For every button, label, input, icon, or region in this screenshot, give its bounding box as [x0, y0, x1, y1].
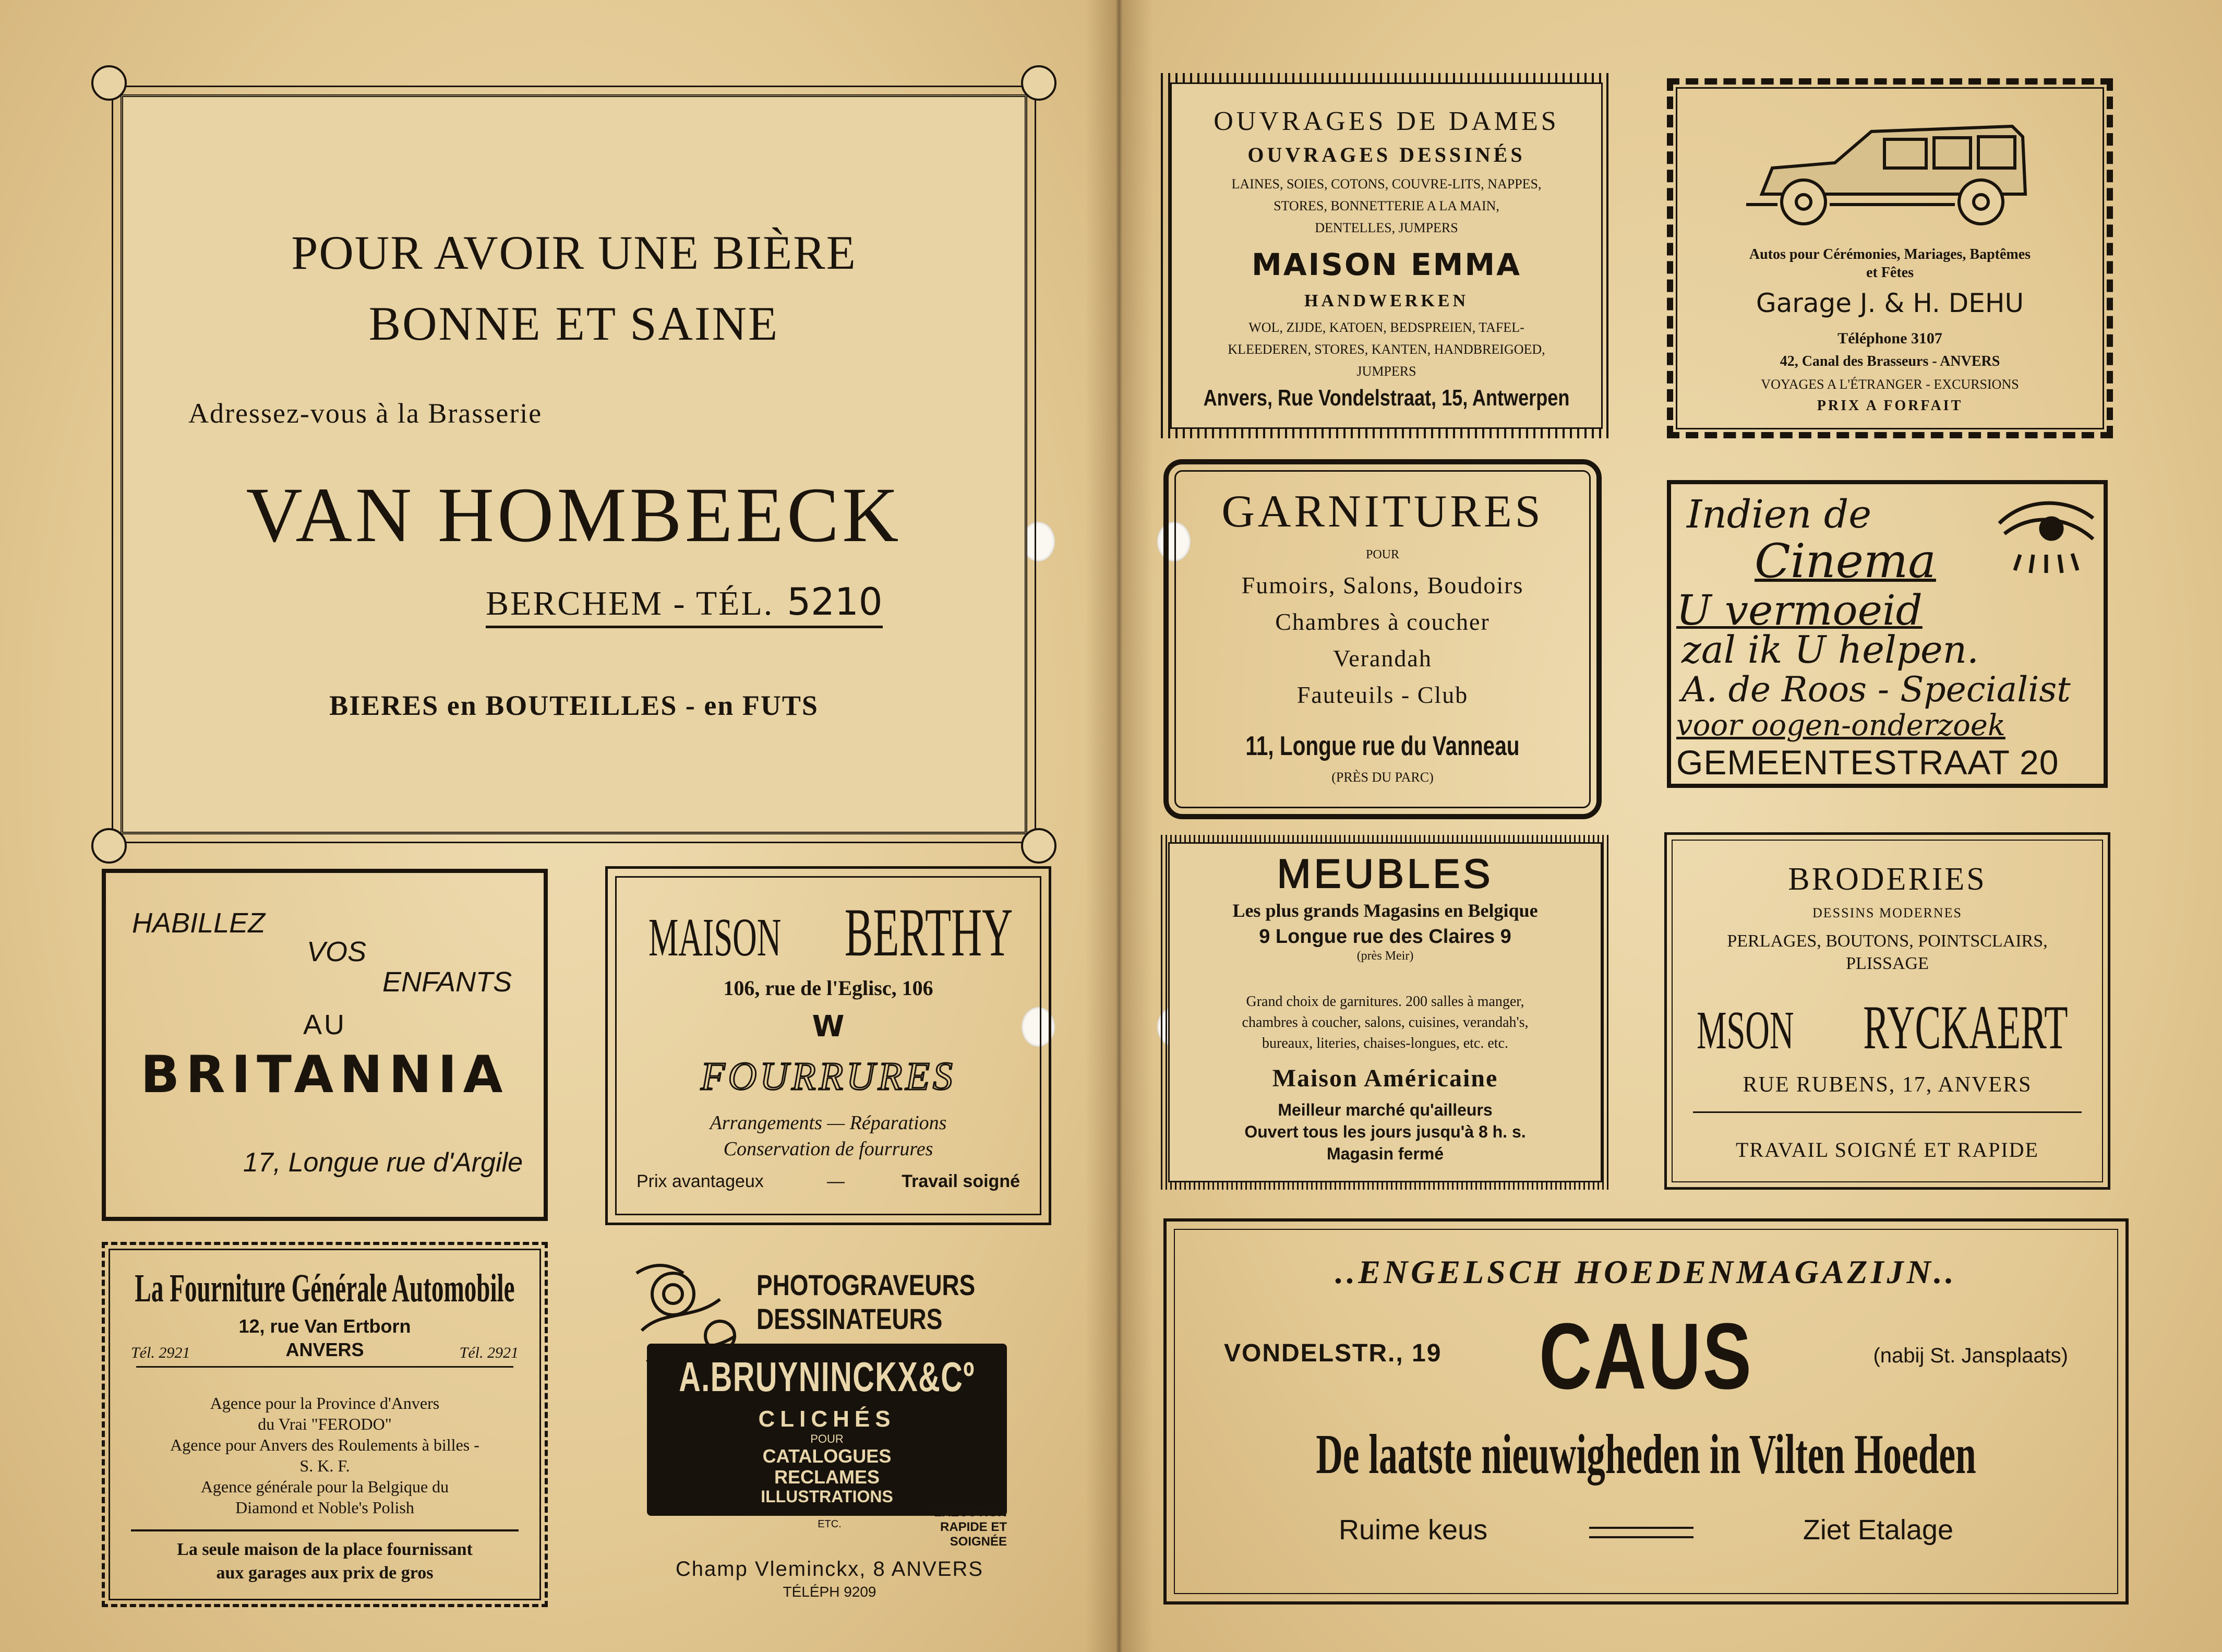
text-line: Arrangements — Réparations: [710, 1112, 947, 1134]
divider: [1589, 1527, 1693, 1538]
headline: PHOTOGRAVEURS: [756, 1268, 976, 1301]
note-left: Prix avantageux: [636, 1171, 764, 1191]
text-line: Agence pour la Province d'Anvers: [210, 1394, 440, 1412]
text-line: CLICHÉS: [758, 1406, 896, 1432]
text-line: PLISSAGE: [1846, 954, 1929, 973]
ad-maison-berthy: [605, 866, 1051, 1225]
address: 106, rue de l'Eglisc, 106: [723, 976, 933, 1000]
ad-garage-dehu: [1667, 78, 2113, 438]
brand-prefix: MAISON: [648, 907, 782, 967]
ad-meubles: [1161, 835, 1610, 1190]
phone-left: Tél. 2921: [131, 1344, 190, 1361]
footer-left: Ruime keus: [1339, 1514, 1488, 1546]
text-line: zal ik U helpen.: [1681, 628, 1979, 672]
location: BERCHEM - TÉL.: [486, 584, 774, 623]
phone-number: 5210: [787, 580, 883, 624]
car-icon: [1741, 105, 2054, 231]
headline: BONNE ET SAINE: [368, 297, 779, 350]
brand-name: Maison Américaine: [1272, 1064, 1498, 1092]
ad-fourniture-automobile: [102, 1242, 548, 1607]
text-line: HABILLEZ: [132, 907, 266, 939]
text-line: LAINES, SOIES, COTONS, COUVRE-LITS, NAPPES,: [1231, 176, 1542, 191]
brand-name: La Fourniture Générale Automobile: [135, 1266, 515, 1310]
text-line: du Vrai "FERODO": [258, 1415, 392, 1433]
page-gutter: [1085, 0, 1153, 1652]
text-line: Verandah: [1333, 645, 1432, 672]
headline: FOURRURES: [701, 1055, 956, 1098]
footer-line: aux garages aux prix de gros: [216, 1563, 434, 1583]
text-line: voor oogen-onderzoek: [1676, 709, 2005, 743]
headline: Indien de: [1687, 492, 1872, 537]
address: VONDELSTR., 19: [1224, 1339, 1442, 1367]
text-line: Agence pour Anvers des Roulements à billes -: [170, 1435, 479, 1454]
brand-name: RYCKAERT: [1863, 992, 2068, 1062]
text-line: WOL, ZIJDE, KATOEN, BEDSPREIEN, TAFEL-: [1248, 320, 1524, 335]
divider: —: [827, 1171, 845, 1191]
text-line: Grand choix de garnitures. 200 salles à manger,: [1246, 993, 1524, 1010]
address: Anvers, Rue Vondelstraat, 15, Antwerpen: [1203, 385, 1570, 411]
text-line: et Fêtes: [1866, 265, 1914, 281]
brand-name: BERTHY: [845, 894, 1013, 971]
address: 9 Longue rue des Claires 9: [1259, 926, 1511, 948]
headline: ..ENGELSCH HOEDENMAGAZIJN..: [1335, 1253, 1957, 1290]
brand-name: VAN HOMBEECK: [246, 472, 902, 558]
text-line: POUR: [1365, 548, 1400, 561]
text-line: VOS: [307, 936, 367, 967]
products: BIERES en BOUTEILLES - en FUTS: [329, 690, 819, 721]
phone-right: Tél. 2921: [459, 1344, 519, 1361]
text-line: Fauteuils - Club: [1296, 681, 1469, 708]
dark-panel: [647, 1344, 1007, 1516]
ornament-icon: [1021, 65, 1056, 101]
side-note: RAPIDE ET: [940, 1520, 1007, 1534]
text-line: Chambres à coucher: [1275, 608, 1490, 635]
footer-right: Ziet Etalage: [1803, 1514, 1953, 1546]
brand-name: A.BRUYNINCKX&Cº: [679, 1354, 975, 1400]
ad-garnitures: [1163, 459, 1602, 819]
text-line: Magasin fermé: [1326, 1144, 1444, 1163]
city: ANVERS: [285, 1339, 364, 1360]
eye-icon: [1994, 487, 2098, 586]
ornament-icon: [91, 828, 127, 864]
text-line: STORES, BONNETTERIE A LA MAIN,: [1274, 198, 1499, 213]
divider: [136, 1366, 513, 1368]
headline: BRODERIES: [1788, 861, 1987, 897]
text-line: DENTELLES, JUMPERS: [1315, 220, 1458, 235]
brand-name: A. de Roos - Specialist: [1681, 669, 2071, 710]
ad-bruyninckx: [631, 1258, 1028, 1607]
phone-number: TÉLÉPH 9209: [783, 1584, 876, 1600]
ad-caus: [1163, 1218, 2129, 1605]
text-line: ETC.: [818, 1518, 842, 1530]
ad-maison-emma: [1161, 73, 1612, 438]
emblem-icon: W: [812, 1010, 845, 1044]
brand-name: BRITANNIA: [140, 1045, 509, 1105]
brand-prefix: MSON: [1697, 1000, 1794, 1060]
headline: Cinema: [1755, 534, 1936, 589]
text-line: bureaux, literies, chaises-longues, etc. etc.: [1262, 1035, 1508, 1051]
brand-line: [608, 892, 1049, 972]
address: 17, Longue rue d'Argile: [243, 1147, 523, 1178]
subheadline: OUVRAGES DESSINÉS: [1247, 143, 1526, 166]
footer-line: TRAVAIL SOIGNÉ ET RAPIDE: [1736, 1138, 2039, 1162]
ornament-icon: [1021, 828, 1056, 864]
headline: POUR AVOIR UNE BIÈRE: [291, 226, 857, 279]
note-right: Travail soigné: [902, 1171, 1020, 1191]
text-line: Autos pour Cérémonies, Mariages, Baptêmes: [1749, 246, 2031, 262]
text-line: (PRÈS DU PARC): [1331, 770, 1434, 785]
text-line: PERLAGES, BOUTONS, POINTSCLAIRS,: [1727, 931, 2048, 951]
text-line: PRIX A FORFAIT: [1817, 398, 1963, 414]
text-line: CATALOGUES: [762, 1445, 892, 1467]
text-line: VOYAGES A L'ÉTRANGER - EXCURSIONS: [1761, 377, 2019, 392]
headline: DESSINATEURS: [756, 1302, 943, 1335]
address: RUE RUBENS, 17, ANVERS: [1743, 1073, 2032, 1097]
headline: GARNITURES: [1221, 486, 1544, 537]
ad-de-roos: [1667, 480, 2108, 788]
text-line: Agence générale pour la Belgique du: [200, 1477, 449, 1496]
address: GEMEENTESTRAAT 20: [1676, 743, 2059, 782]
text-line: Meilleur marché qu'ailleurs: [1278, 1100, 1493, 1119]
text-line: POUR: [810, 1432, 844, 1445]
side-note: EXÉCUTION: [933, 1505, 1007, 1519]
address: 42, Canal des Brasseurs - ANVERS: [1780, 353, 2000, 369]
text-line: (nabij St. Jansplaats): [1873, 1344, 2068, 1367]
ad-britannia: [102, 869, 548, 1221]
subheadline: HANDWERKEN: [1304, 291, 1469, 310]
text-line: S. K. F.: [299, 1456, 350, 1475]
text-line: AU: [303, 1009, 346, 1040]
ad-ryckaert: [1664, 832, 2110, 1190]
ornament-icon: [91, 65, 127, 101]
text-line: DESSINS MODERNES: [1812, 905, 1962, 920]
subheadline: Adressez-vous à la Brasserie: [188, 398, 543, 429]
side-note: SOIGNÉE: [950, 1535, 1007, 1549]
text-line: ENFANTS: [382, 966, 512, 998]
text-line: (près Meir): [1356, 949, 1414, 963]
text-line: Diamond et Noble's Polish: [235, 1498, 414, 1517]
brand-name: MAISON EMMA: [1252, 247, 1521, 282]
text-line: JUMPERS: [1356, 364, 1416, 379]
brand-name: CAUS: [1539, 1304, 1753, 1409]
headline: OUVRAGES DE DAMES: [1214, 106, 1559, 136]
ad-van-hombeeck: [97, 70, 1051, 858]
divider: [1693, 1111, 2082, 1113]
slogan: De laatste nieuwigheden in Vilten Hoeden: [1316, 1423, 1976, 1486]
phone-number: Téléphone 3107: [1837, 330, 1942, 347]
ad-frame: [121, 94, 1027, 834]
brand-line: [1667, 991, 2108, 1063]
text-line: Ouvert tous les jours jusqu'à 8 h. s.: [1244, 1122, 1526, 1141]
text-line: U vermoeid: [1676, 586, 1923, 635]
text-line: Fumoirs, Salons, Boudoirs: [1241, 572, 1524, 598]
divider: [131, 1529, 519, 1531]
footer-line: La seule maison de la place fournissant: [177, 1540, 473, 1559]
location-line: [486, 580, 883, 628]
address: 11, Longue rue du Vanneau: [1245, 731, 1520, 761]
text-line: ILLUSTRATIONS: [761, 1487, 893, 1506]
headline: MEUBLES: [1277, 851, 1494, 896]
text-line: chambres à coucher, salons, cuisines, verandah's,: [1242, 1014, 1529, 1031]
brand-name: Garage J. & H. DEHU: [1756, 288, 2024, 318]
address: Champ Vleminckx, 8 ANVERS: [675, 1558, 984, 1581]
text-line: Conservation de fourrures: [723, 1138, 933, 1160]
text-line: KLEEDEREN, STORES, KANTEN, HANDBREIGOED,: [1228, 342, 1545, 357]
address: 12, rue Van Ertborn: [238, 1315, 411, 1337]
text-line: RECLAMES: [774, 1466, 880, 1488]
text-line: Les plus grands Magasins en Belgique: [1232, 900, 1538, 921]
